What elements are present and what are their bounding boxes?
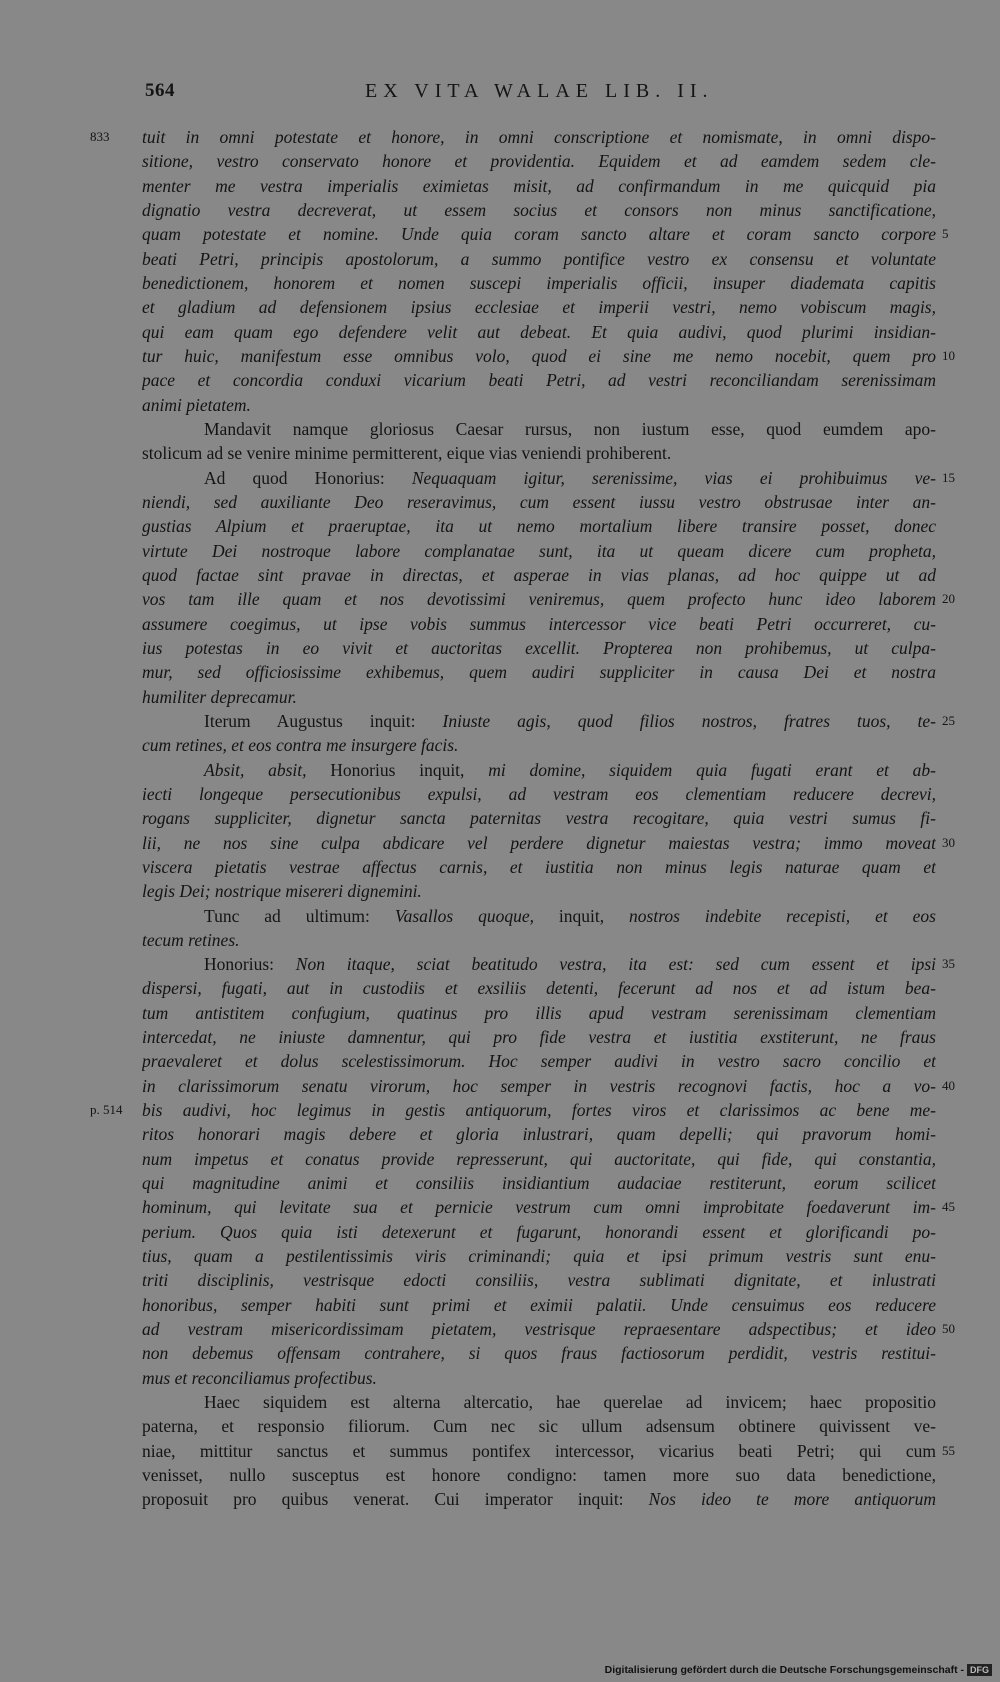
line-text — [142, 1317, 936, 1341]
text-line — [0, 466, 1000, 490]
italic-segment: mus et reconciliamus profectibus. — [142, 1367, 377, 1388]
line-text — [142, 1439, 936, 1463]
italic-segment: ius potestas in eo vivit et auctoritas excellit. Propterea non prohibemus, ut culpa- — [142, 637, 936, 658]
text-line — [0, 976, 1000, 1000]
page-header — [140, 80, 935, 110]
text-line — [0, 952, 1000, 976]
line-text — [142, 660, 936, 684]
text-line — [0, 758, 1000, 782]
text-line — [0, 149, 1000, 173]
italic-segment: ad vestram misericordissimam pietatem, vestrisque repraesentare adspectibus; et ideo — [142, 1319, 936, 1340]
italic-segment: hominum, qui levitate sua et pernicie vestrum cum omni improbitate foedaverunt im- — [142, 1197, 936, 1218]
italic-segment: dignatio vestra decreverat, ut essem socius et consors non minus sanctificatione, — [142, 199, 936, 220]
line-text — [142, 1074, 936, 1098]
italic-segment: et gladium ad defensionem ipsius ecclesiae et imperii vestri, nemo vobiscum magis, — [142, 297, 936, 318]
line-number: 20 — [942, 591, 955, 607]
line-text — [142, 1463, 936, 1487]
italic-segment: assumere coegimus, ut ipse vobis summus intercessor vice beati Petri occurreret, cu- — [142, 613, 936, 634]
line-text — [142, 320, 936, 344]
line-text — [142, 1341, 936, 1365]
italic-segment: tuit in omni potestate et honore, in omni conscriptione et nomismate, in omni dispo- — [142, 127, 936, 147]
line-text — [142, 1195, 936, 1219]
italic-segment: in clarissimorum senatu virorum, hoc semper in vestris recognovi factis, hoc a vo- — [142, 1075, 936, 1096]
roman-segment: Tunc ad ultimum: — [204, 905, 395, 926]
line-text — [142, 612, 936, 636]
text-line — [0, 879, 1000, 903]
text-line — [0, 685, 1000, 709]
line-text — [142, 1171, 936, 1195]
italic-segment: tecum retines. — [142, 929, 240, 950]
line-text — [142, 344, 936, 368]
text-line — [0, 393, 1000, 417]
line-text — [142, 1001, 936, 1025]
margin-reference: p. 514 — [90, 1102, 123, 1118]
line-text — [142, 1487, 936, 1511]
text-line — [0, 320, 1000, 344]
line-text — [142, 563, 936, 587]
line-number: 45 — [942, 1199, 955, 1215]
text-line — [0, 441, 1000, 465]
page-number: 564 — [145, 80, 175, 101]
text-line — [0, 514, 1000, 538]
italic-segment: Absit, absit, — [204, 759, 331, 780]
text-line — [0, 344, 1000, 368]
italic-segment: animi pietatem. — [142, 394, 251, 415]
text-line — [0, 1487, 1000, 1511]
line-number: 5 — [942, 226, 949, 242]
italic-segment: menter me vestra imperialis eximietas misit, ad confirmandum in me quicquid pia — [142, 175, 936, 196]
text-body — [0, 125, 1000, 1512]
text-line — [0, 1268, 1000, 1292]
text-line — [0, 782, 1000, 806]
text-line — [0, 295, 1000, 319]
line-text — [142, 222, 936, 246]
line-text — [142, 636, 936, 660]
italic-segment: triti disciplinis, vestrisque edocti consiliis, vestra sublimati dignitate, et inlustrati — [142, 1270, 936, 1291]
line-text — [142, 198, 936, 222]
text-line — [0, 806, 1000, 830]
line-number: 40 — [942, 1077, 955, 1093]
text-line — [0, 733, 1000, 757]
line-text — [142, 1244, 936, 1268]
text-line — [0, 1463, 1000, 1487]
italic-segment: legis Dei; nostrique misereri dignemini. — [142, 881, 422, 902]
line-text — [142, 417, 936, 441]
italic-segment: intercedat, ne iniuste damnentur, qui pro fide vestra et iustitia exstiterunt, ne fraus — [142, 1027, 936, 1048]
roman-segment: Iterum Augustus inquit: — [204, 710, 443, 731]
text-line — [0, 1293, 1000, 1317]
text-line — [0, 1025, 1000, 1049]
text-line — [0, 1366, 1000, 1390]
line-text — [142, 539, 936, 563]
text-line — [0, 709, 1000, 733]
italic-segment: cum retines, et eos contra me insurgere facis. — [142, 735, 459, 756]
text-line — [0, 1171, 1000, 1195]
italic-segment: iecti longeque persecutionibus expulsi, ad vestram eos clementiam reducere decrevi, — [142, 783, 936, 804]
line-text — [142, 1049, 936, 1073]
text-line — [0, 563, 1000, 587]
text-line — [0, 612, 1000, 636]
line-text — [142, 1098, 936, 1122]
text-line — [0, 831, 1000, 855]
italic-segment: Nos ideo te more antiquorum — [648, 1489, 936, 1510]
text-line — [0, 271, 1000, 295]
italic-segment: mur, sed officiosissime exhibemus, quem audiri suppliciter in causa Dei et nostra — [142, 662, 936, 683]
text-line — [0, 1390, 1000, 1414]
italic-segment: viscera pietatis vestrae affectus carnis, et iustitia non minus legis naturae quam et — [142, 856, 936, 877]
line-text — [142, 733, 936, 757]
roman-segment: inquit, — [558, 905, 630, 926]
text-line — [0, 636, 1000, 660]
text-line — [0, 1341, 1000, 1365]
text-line — [0, 855, 1000, 879]
italic-segment: praevaleret et dolus scelestissimorum. Hoc semper audivi in vestro sacro concilio et — [142, 1051, 936, 1072]
line-text — [142, 295, 936, 319]
margin-reference: 833 — [90, 129, 110, 144]
italic-segment: rogans suppliciter, dignetur sancta paternitas vestra recogitare, quia vestri sumus fi- — [142, 808, 936, 829]
italic-segment: tum antistitem confugium, quatinus pro illis apud vestram serenissimam clementiam — [142, 1002, 936, 1023]
line-text — [142, 149, 936, 173]
italic-segment: mi domine, siquidem quia fugati erant et ab- — [488, 759, 936, 780]
line-number: 15 — [942, 469, 955, 485]
italic-segment: tur huic, manifestum esse omnibus volo, quod ei sine me nemo nocebit, quem pro — [142, 345, 936, 366]
roman-segment: Haec siquidem est alterna altercatio, hae querelae ad invicem; haec propositio — [204, 1392, 936, 1413]
roman-segment: niae, mittitur sanctus et summus pontifex intercessor, vicarius beati Petri; qui cum — [142, 1440, 936, 1461]
text-line — [0, 539, 1000, 563]
line-number: 25 — [942, 712, 955, 728]
line-text — [142, 1366, 936, 1390]
italic-segment: lii, ne nos sine culpa abdicare vel perdere dignetur maiestas vestra; immo moveat — [142, 832, 936, 853]
footer-credit — [605, 1664, 992, 1676]
text-line — [0, 1074, 1000, 1098]
italic-segment: honoribus, semper habiti sunt primi et eximii palatii. Unde censuimus eos reducere — [142, 1294, 936, 1315]
line-text — [142, 928, 936, 952]
text-line — [0, 174, 1000, 198]
line-text — [142, 685, 936, 709]
italic-segment: vos tam ille quam et nos devotissimi veniremus, quem profecto hunc ideo laborem — [142, 589, 936, 610]
footer-text: Digitalisierung gefördert durch die Deutsche Forschungsgemeinschaft - — [604, 1664, 964, 1676]
text-line — [0, 587, 1000, 611]
italic-segment: sitione, vestro conservato honore et providentia. Equidem et ad eamdem sedem cle- — [142, 151, 936, 172]
line-text — [142, 466, 936, 490]
text-line — [0, 1244, 1000, 1268]
line-text — [142, 709, 936, 733]
text-line — [0, 660, 1000, 684]
text-line — [0, 125, 1000, 149]
text-line — [0, 1317, 1000, 1341]
italic-segment: quam potestate et nomine. Unde quia coram sancto altare et coram sancto corpore — [142, 224, 936, 245]
line-text — [142, 782, 936, 806]
line-text — [142, 441, 936, 465]
line-text — [142, 125, 936, 149]
italic-segment: dispersi, fugati, aut in custodiis et exsiliis detenti, fecerunt ad nos et ad istum bea- — [142, 978, 936, 999]
line-text — [142, 490, 936, 514]
text-line — [0, 247, 1000, 271]
line-text — [142, 1293, 936, 1317]
line-text — [142, 1414, 936, 1438]
running-title: EX VITA WALAE LIB. II. — [365, 80, 714, 102]
italic-segment: nostros indebite recepisti, et eos — [629, 905, 936, 926]
italic-segment: quod factae sint pravae in directas, et asperae in vias planas, ad hoc quippe ut ad — [142, 564, 936, 585]
italic-segment: tius, quam a pestilentissimis viris criminandi; quia et ipsi primum vestris sunt enu- — [142, 1246, 936, 1267]
line-text — [142, 1147, 936, 1171]
line-text — [142, 393, 936, 417]
text-line — [0, 1195, 1000, 1219]
text-line — [0, 928, 1000, 952]
line-text — [142, 952, 936, 976]
roman-segment: Ad quod Honorius: — [204, 467, 412, 488]
italic-segment: Iniuste agis, quod filios nostros, fratres tuos, te- — [442, 710, 936, 731]
italic-segment: virtute Dei nostroque labore complanatae sunt, ita ut queam dicere cum propheta, — [142, 540, 936, 561]
italic-segment: bis audivi, hoc legimus in gestis antiquorum, fortes viros et clarissimos ac bene me- — [142, 1100, 936, 1121]
line-text — [142, 904, 936, 928]
line-text — [142, 368, 936, 392]
roman-segment: Honorius inquit, — [330, 759, 489, 780]
line-text — [142, 758, 936, 782]
line-text — [142, 879, 936, 903]
line-number: 50 — [942, 1321, 955, 1337]
text-line — [0, 1414, 1000, 1438]
italic-segment: niendi, sed auxiliante Deo reseravimus, cum essent iussu vestro obstrusae inter an- — [142, 491, 936, 512]
line-text — [142, 587, 936, 611]
text-line — [0, 1049, 1000, 1073]
text-line — [0, 1001, 1000, 1025]
line-text — [142, 1268, 936, 1292]
italic-segment: Vasallos quoque, — [394, 905, 559, 926]
line-text — [142, 1025, 936, 1049]
italic-segment: perium. Quos quia isti detexerunt et fugarunt, honorandi essent et glorificandi po- — [142, 1221, 936, 1242]
italic-segment: Nequaquam igitur, serenissime, vias ei prohibuimus ve- — [411, 467, 936, 488]
text-line — [0, 1122, 1000, 1146]
line-text — [142, 174, 936, 198]
italic-segment: ritos honorari magis debere et gloria inlustrari, quam depelli; qui pravorum homi- — [142, 1124, 936, 1145]
line-text — [142, 1122, 936, 1146]
line-text — [142, 1390, 936, 1414]
line-number: 55 — [942, 1442, 955, 1458]
line-text — [142, 514, 936, 538]
italic-segment: Non itaque, sciat beatitudo vestra, ita est: sed cum essent et ipsi — [295, 954, 936, 975]
text-line — [0, 490, 1000, 514]
dfg-logo: DFG — [967, 1664, 992, 1676]
italic-segment: gustias Alpium et praeruptae, ita ut nemo mortalium libere transire posset, donec — [142, 516, 936, 537]
line-text — [142, 855, 936, 879]
italic-segment: non debemus offensam contrahere, si quos fraus factiosorum perdidit, vestris restitui- — [142, 1343, 936, 1364]
text-line — [0, 417, 1000, 441]
roman-segment: stolicum ad se venire minime permitterent, eique vias veniendi prohiberent. — [142, 443, 672, 464]
italic-segment: qui eam quam ego defendere velit aut debeat. Et quia audivi, quod plurimi insidian- — [142, 321, 936, 342]
roman-segment: Mandavit namque gloriosus Caesar rursus, non iustum esse, quod eumdem apo- — [204, 418, 936, 439]
line-number: 30 — [942, 834, 955, 850]
text-line — [0, 222, 1000, 246]
line-text — [142, 806, 936, 830]
line-number: 35 — [942, 956, 955, 972]
roman-segment: proposuit pro quibus venerat. Cui imperator inquit: — [142, 1489, 649, 1510]
line-text — [142, 831, 936, 855]
text-line — [0, 904, 1000, 928]
text-line — [0, 1220, 1000, 1244]
italic-segment: humiliter deprecamur. — [142, 686, 297, 707]
roman-segment: venisset, nullo susceptus est honore condigno: tamen more suo data benedictione, — [142, 1465, 936, 1486]
line-text — [142, 271, 936, 295]
text-line — [0, 1098, 1000, 1122]
line-text — [142, 976, 936, 1000]
line-number: 10 — [942, 347, 955, 363]
italic-segment: beati Petri, principis apostolorum, a summo pontifice vestro ex consensu et voluntate — [142, 248, 936, 269]
text-line — [0, 198, 1000, 222]
roman-segment: Honorius: — [204, 954, 296, 975]
italic-segment: pace et concordia conduxi vicarium beati Petri, ad vestri reconciliandam serenissimam — [142, 370, 936, 391]
roman-segment: paterna, et responsio filiorum. Cum nec sic ullum adsensum obtinere quivissent ve- — [142, 1416, 936, 1437]
text-line — [0, 1439, 1000, 1463]
italic-segment: num impetus et conatus provide represserunt, qui auctoritate, qui fide, qui constantia, — [142, 1148, 936, 1169]
italic-segment: qui magnitudine animi et consiliis insidiantium audaciae restiterunt, eorum scilicet — [142, 1173, 936, 1194]
italic-segment: benedictionem, honorem et nomen suscepi imperialis officii, insuper diademata capitis — [142, 272, 936, 293]
text-line — [0, 368, 1000, 392]
text-line — [0, 1147, 1000, 1171]
line-text — [142, 1220, 936, 1244]
line-text — [142, 247, 936, 271]
